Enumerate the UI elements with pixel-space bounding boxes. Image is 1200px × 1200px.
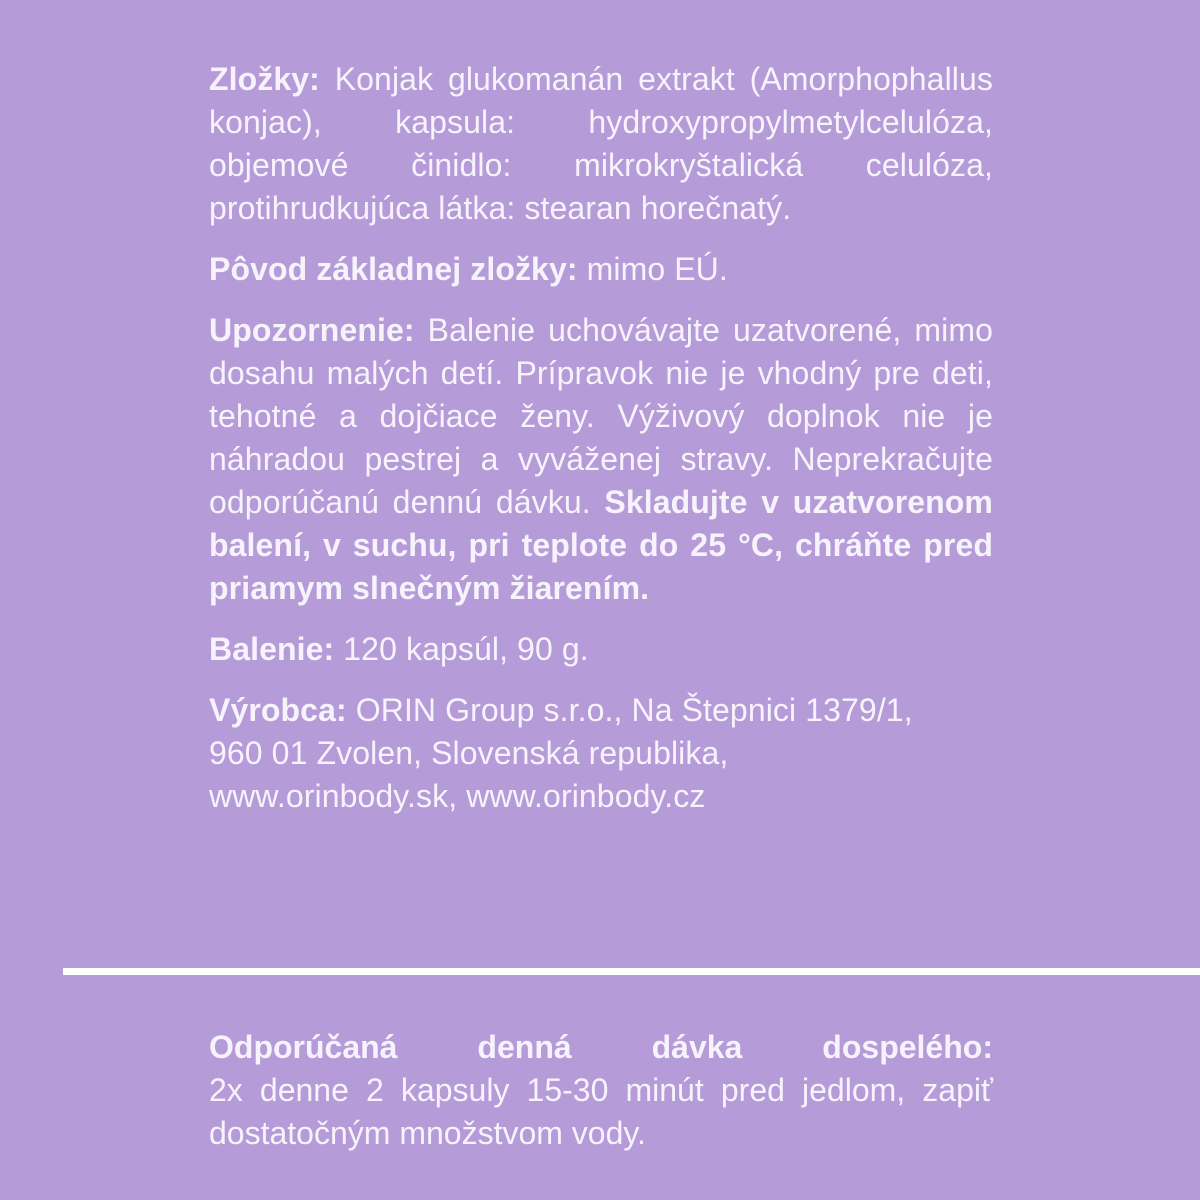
dosage-title-word: denná <box>477 1029 572 1065</box>
manufacturer-text: ORIN Group s.r.o., Na Štepnici 1379/1, <box>346 692 913 728</box>
origin-paragraph <box>209 248 993 291</box>
warning-label: Upozornenie: <box>209 312 415 348</box>
dosage-title-word: Odporúčaná <box>209 1029 398 1065</box>
ingredients-text: Konjak glukomanán extrakt (Amorphophallus konjac), kapsula: hydroxypropylmetylcelulóza, objemové činidlo: mikrokryštalická celulóza, protihrudkujúca látka: stearan horečnatý. <box>209 61 993 226</box>
origin-label: Pôvod základnej zložky: <box>209 251 578 287</box>
manufacturer-address: 960 01 Zvolen, Slovenská republika, <box>209 735 729 771</box>
dosage-text: 2x denne 2 kapsuly 15-30 minút pred jedlom, zapiť dostatočným množstvom vody. <box>209 1072 993 1151</box>
dosage-title-word: dávka <box>651 1029 743 1065</box>
manufacturer-paragraph <box>209 689 993 818</box>
dosage-title <box>209 1026 993 1069</box>
package-label: Balenie: <box>209 631 335 667</box>
ingredients-paragraph <box>209 58 993 230</box>
package-paragraph <box>209 628 993 671</box>
package-text: 120 kapsúl, 90 g. <box>334 631 589 667</box>
ingredients-label: Zložky: <box>209 61 320 97</box>
storage-instructions: Skladujte v uzatvorenom balení, v suchu, pri teplote do 25 °C, chráňte pred priamym slnečným žiarením. <box>209 484 993 606</box>
section-divider <box>63 968 1200 975</box>
warning-paragraph <box>209 309 993 610</box>
warning-text: Balenie uchovávajte uzatvorené, mimo dosahu malých detí. Prípravok nie je vhodný pre deti, tehotné a dojčiace ženy. Výživový doplnok nie je náhradou pestrej a vyváženej stravy. Neprekračujte odporúčanú dennú dávku. <box>209 312 993 520</box>
dosage-title-word: dospelého: <box>822 1029 993 1065</box>
manufacturer-label: Výrobca: <box>209 692 347 728</box>
manufacturer-websites: www.orinbody.sk, www.orinbody.cz <box>209 778 706 814</box>
product-label-text <box>209 58 993 836</box>
dosage-section <box>209 1026 993 1155</box>
origin-text: mimo EÚ. <box>577 251 728 287</box>
